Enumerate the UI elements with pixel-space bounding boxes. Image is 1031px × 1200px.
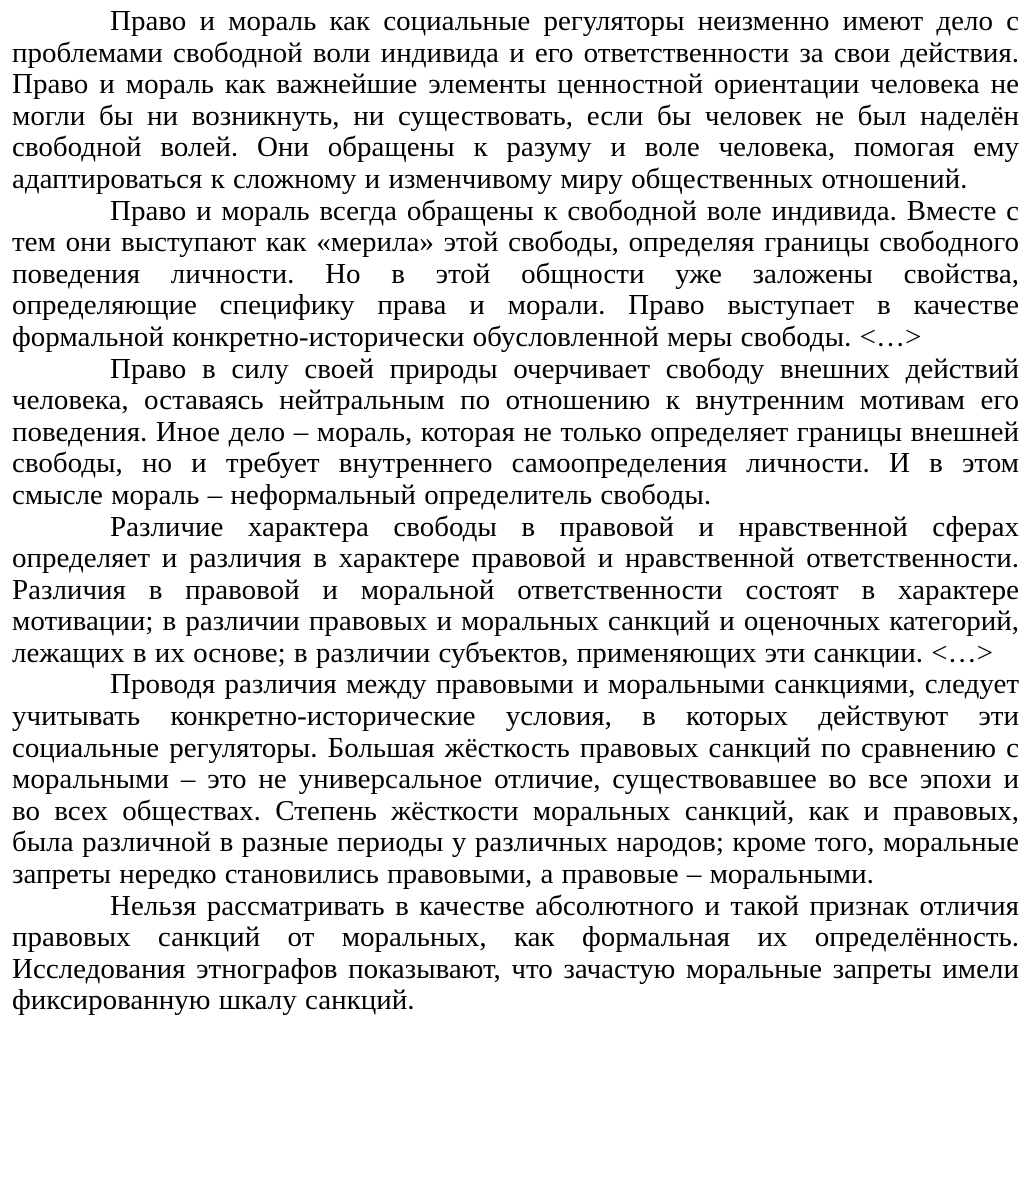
paragraph-5: Проводя различия между правовыми и моральными санкциями, следует учитывать конкретно-исторические условия, в которых действуют эти социальные регуляторы. Большая жёсткость правовых санкций по сравнению с моральными – это не универсальное отличие, существовавшее во все эпохи и во всех обществах. Степень жёсткости моральных санкций, как и правовых, была различной в разные периоды у различных народов; кроме того, моральные запреты нередко становились правовыми, а правовые – моральными. <box>12 668 1019 891</box>
paragraph-4: Различие характера свободы в правовой и нравственной сферах определяет и различия в характере правовой и нравственной ответственности. Различия в правовой и моральной ответственности состоят в характере мотивации; в различии правовых и моральных санкций и оценочных категорий, лежащих в их основе; в различии субъектов, применяющих эти санкции. <…> <box>12 510 1019 669</box>
paragraph-3: Право в силу своей природы очерчивает свободу внешних действий человека, оставаясь нейтральным по отношению к внутренним мотивам его поведения. Иное дело – мораль, которая не только определяет границы внешней свободы, но и требует внутреннего самоопределения личности. И в этом смысле мораль – неформальный определитель свободы. <box>12 352 1019 511</box>
paragraph-2: Право и мораль всегда обращены к свободной воле индивида. Вместе с тем они выступают как «мерила» этой свободы, определяя границы свободного поведения личности. Но в этой общности уже заложены свойства, определяющие специфику права и морали. Право выступает в качестве формальной конкретно-исторически обусловленной меры свободы. <…> <box>12 194 1019 353</box>
paragraph-1: Право и мораль как социальные регуляторы неизменно имеют дело с проблемами свободной воли индивида и его ответственности за свои действия. Право и мораль как важнейшие элементы ценностной ориентации человека не могли бы ни возникнуть, ни существовать, если бы человек не был наделён свободной волей. Они обращены к разуму и воле человека, помогая ему адаптироваться к сложному и изменчивому миру общественных отношений. <box>12 5 1019 195</box>
paragraph-6: Нельзя рассматривать в качестве абсолютного и такой признак отличия правовых санкций от моральных, как формальная их определённость. Исследования этнографов показывают, что зачастую моральные запреты имели фиксированную шкалу санкций. <box>12 889 1019 1017</box>
